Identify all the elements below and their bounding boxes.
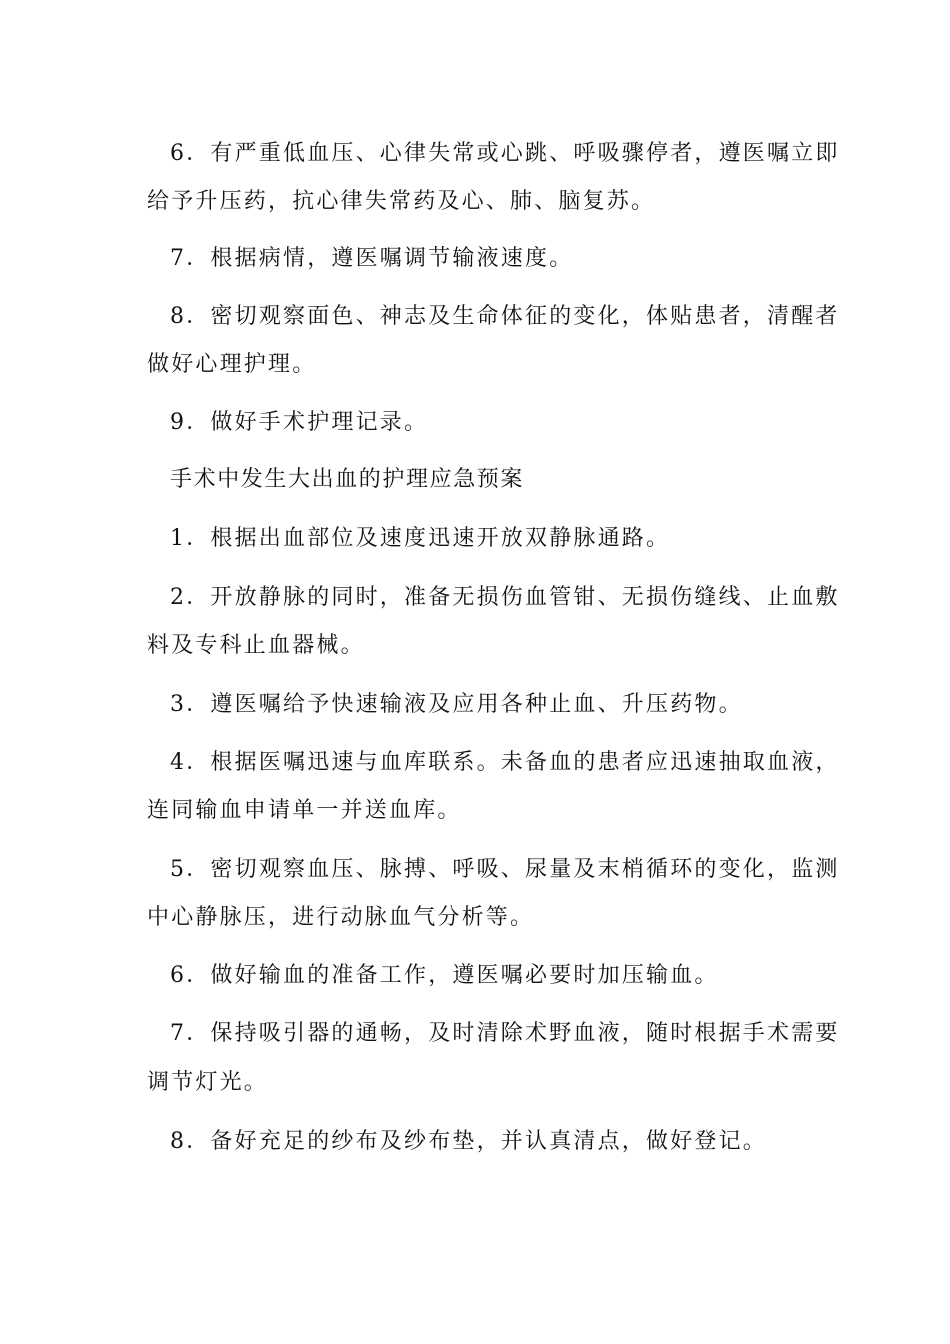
- item-text: 根据出血部位及速度迅速开放双静脉通路。: [210, 526, 671, 551]
- item-text-continuation: 中心静脉压，进行动脉血气分析等。: [147, 905, 535, 930]
- item-text: 有严重低血压、心律失常或心跳、呼吸骤停者，遵医嘱立即: [210, 141, 840, 166]
- section-heading: 手术中发生大出血的护理应急预案: [170, 467, 525, 492]
- item-number: 6．: [170, 141, 211, 166]
- item-number: 5．: [170, 857, 211, 882]
- item-number: 9．: [170, 410, 211, 435]
- item-text: 密切观察面色、神志及生命体征的变化，体贴患者，清醒者: [210, 304, 840, 329]
- item-text: 做好输血的准备工作，遵医嘱必要时加压输血。: [210, 963, 719, 988]
- item-text: 根据病情，遵医嘱调节输液速度。: [210, 246, 574, 271]
- item-text: 根据医嘱迅速与血库联系。未备血的患者应迅速抽取血液，: [210, 750, 840, 775]
- item-text-continuation: 调节灯光。: [147, 1070, 269, 1095]
- item-number: 8．: [170, 1129, 211, 1154]
- item-number: 2．: [170, 585, 211, 610]
- item-number: 4．: [170, 750, 211, 775]
- item-text: 遵医嘱给予快速输液及应用各种止血、升压药物。: [210, 692, 743, 717]
- item-text-continuation: 给予升压药，抗心律失常药及心、肺、脑复苏。: [147, 189, 656, 214]
- item-number: 7．: [170, 1021, 211, 1046]
- item-text: 备好充足的纱布及纱布垫，并认真清点，做好登记。: [210, 1129, 768, 1154]
- item-number: 1．: [170, 526, 211, 551]
- item-text: 做好手术护理记录。: [210, 410, 429, 435]
- item-number: 6．: [170, 963, 211, 988]
- item-number: 7．: [170, 246, 211, 271]
- item-text-continuation: 做好心理护理。: [147, 352, 317, 377]
- item-text-continuation: 料及专科止血器械。: [147, 633, 365, 658]
- item-text: 密切观察血压、脉搏、呼吸、尿量及末梢循环的变化，监测: [210, 857, 840, 882]
- item-text: 保持吸引器的通畅，及时清除术野血液，随时根据手术需要: [210, 1021, 840, 1046]
- item-text-continuation: 连同输血申请单一并送血库。: [147, 798, 462, 823]
- item-number: 3．: [170, 692, 211, 717]
- item-number: 8．: [170, 304, 211, 329]
- item-text: 开放静脉的同时，准备无损伤血管钳、无损伤缝线、止血敷: [210, 585, 840, 610]
